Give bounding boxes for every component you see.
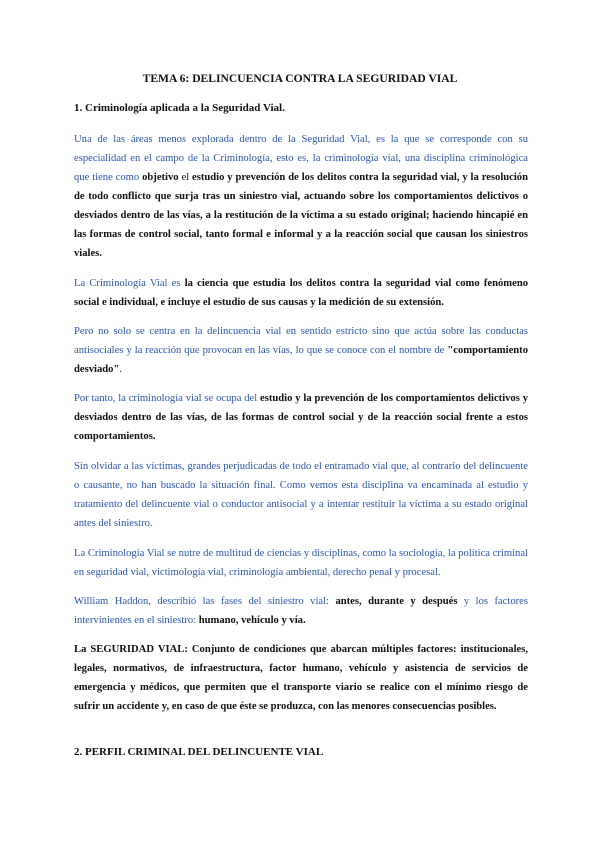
paragraph-4 xyxy=(74,389,528,446)
document-title: TEMA 6: DELINCUENCIA CONTRA LA SEGURIDAD VIAL xyxy=(142,72,458,85)
p3-text-c: . xyxy=(119,364,122,375)
p1-text-d: estudio y prevención de los delitos contra la seguridad vial, y la resolución de todo conflicto que surja tras un siniestro vial, actuando sobre los comportamientos delictivos o desviados dentro de las vías, a la restitución de la víctima a su estado original; haciendo hincapié en las formas de control social, tanto formal e informal y a la reacción social que causan los siniestros viales. xyxy=(74,172,528,259)
p3-text-b: "comportamiento desviado" xyxy=(74,345,528,375)
p1-text-b: objetivo xyxy=(142,172,179,183)
p1-text-a: Una de las áreas menos explorada dentro de la Seguridad Vial, es la que se corresponde con su especialidad en el campo de la Criminología, esto es, la criminología vial, una disciplina criminológica que tiene como xyxy=(74,134,528,183)
p2-text-b: la ciencia que estudia los delitos contra la seguridad vial como fenómeno social e individual, e incluye el estudio de sus causas y la medición de su extensión. xyxy=(74,278,529,308)
p4-text-b: estudio y la prevención de los comportamientos delictivos y desviados dentro de las vías, de las formas de control social y de la reacción social frente a estos comportamientos. xyxy=(74,393,528,442)
paragraph-8: La SEGURIDAD VIAL: Conjunto de condiciones que abarcan múltiples factores: institucionales, legales, normativos, de infraestructura, factor humano, vehículo y asistencia de servicios de emergencia y médicos, que permiten que el transporte viario se realice con el mínimo riesgo de sufrir un accidente y, en caso de que éste se produzca, con las menores consecuencias posibles. xyxy=(74,644,528,712)
p3-text-a: Pero no solo se centra en la delincuencia vial en sentido estricto sino que actúa sobre las conductas antisociales y la reacción que provocan en las vías, lo que se conoce con el nombre de xyxy=(74,326,528,356)
paragraph-7 xyxy=(74,592,528,630)
p7-text-d: humano, vehículo y vía. xyxy=(198,615,306,626)
section-heading-1: 1. Criminología aplicada a la Seguridad Vial. xyxy=(74,102,285,114)
p4-text-a: Por tanto, la criminología vial se ocupa del xyxy=(74,393,261,404)
section-heading-2: 2. PERFIL CRIMINAL DEL DELINCUENTE VIAL xyxy=(74,746,324,758)
p7-text-a: William Haddon, describió las fases del siniestro vial: xyxy=(74,596,336,607)
paragraph-6: La Criminología Vial se nutre de multitud de ciencias y disciplinas, como la sociología, la política criminal en seguridad vial, victimología vial, criminología ambiental, derecho penal y procesal. xyxy=(74,548,528,578)
p2-text-a: La Criminología Vial es xyxy=(74,278,185,289)
paragraph-1 xyxy=(74,130,528,263)
p7-text-c: y los factores intervinientes en el siniestro: xyxy=(74,596,528,626)
paragraph-3 xyxy=(74,322,528,379)
paragraph-5: Sin olvidar a las víctimas, grandes perjudicadas de todo el entramado vial que, al contrario del delincuente o causante, no han buscado la situación final. Como vemos esta disciplina va encaminada al estudio y tratamiento del delincuente vial o conductor antisocial y a intentar restituir la víctima a su estado original antes del siniestro. xyxy=(74,461,528,529)
p7-text-b: antes, durante y después xyxy=(335,596,458,607)
p1-text-c: el xyxy=(178,172,193,183)
paragraph-2 xyxy=(74,274,528,312)
